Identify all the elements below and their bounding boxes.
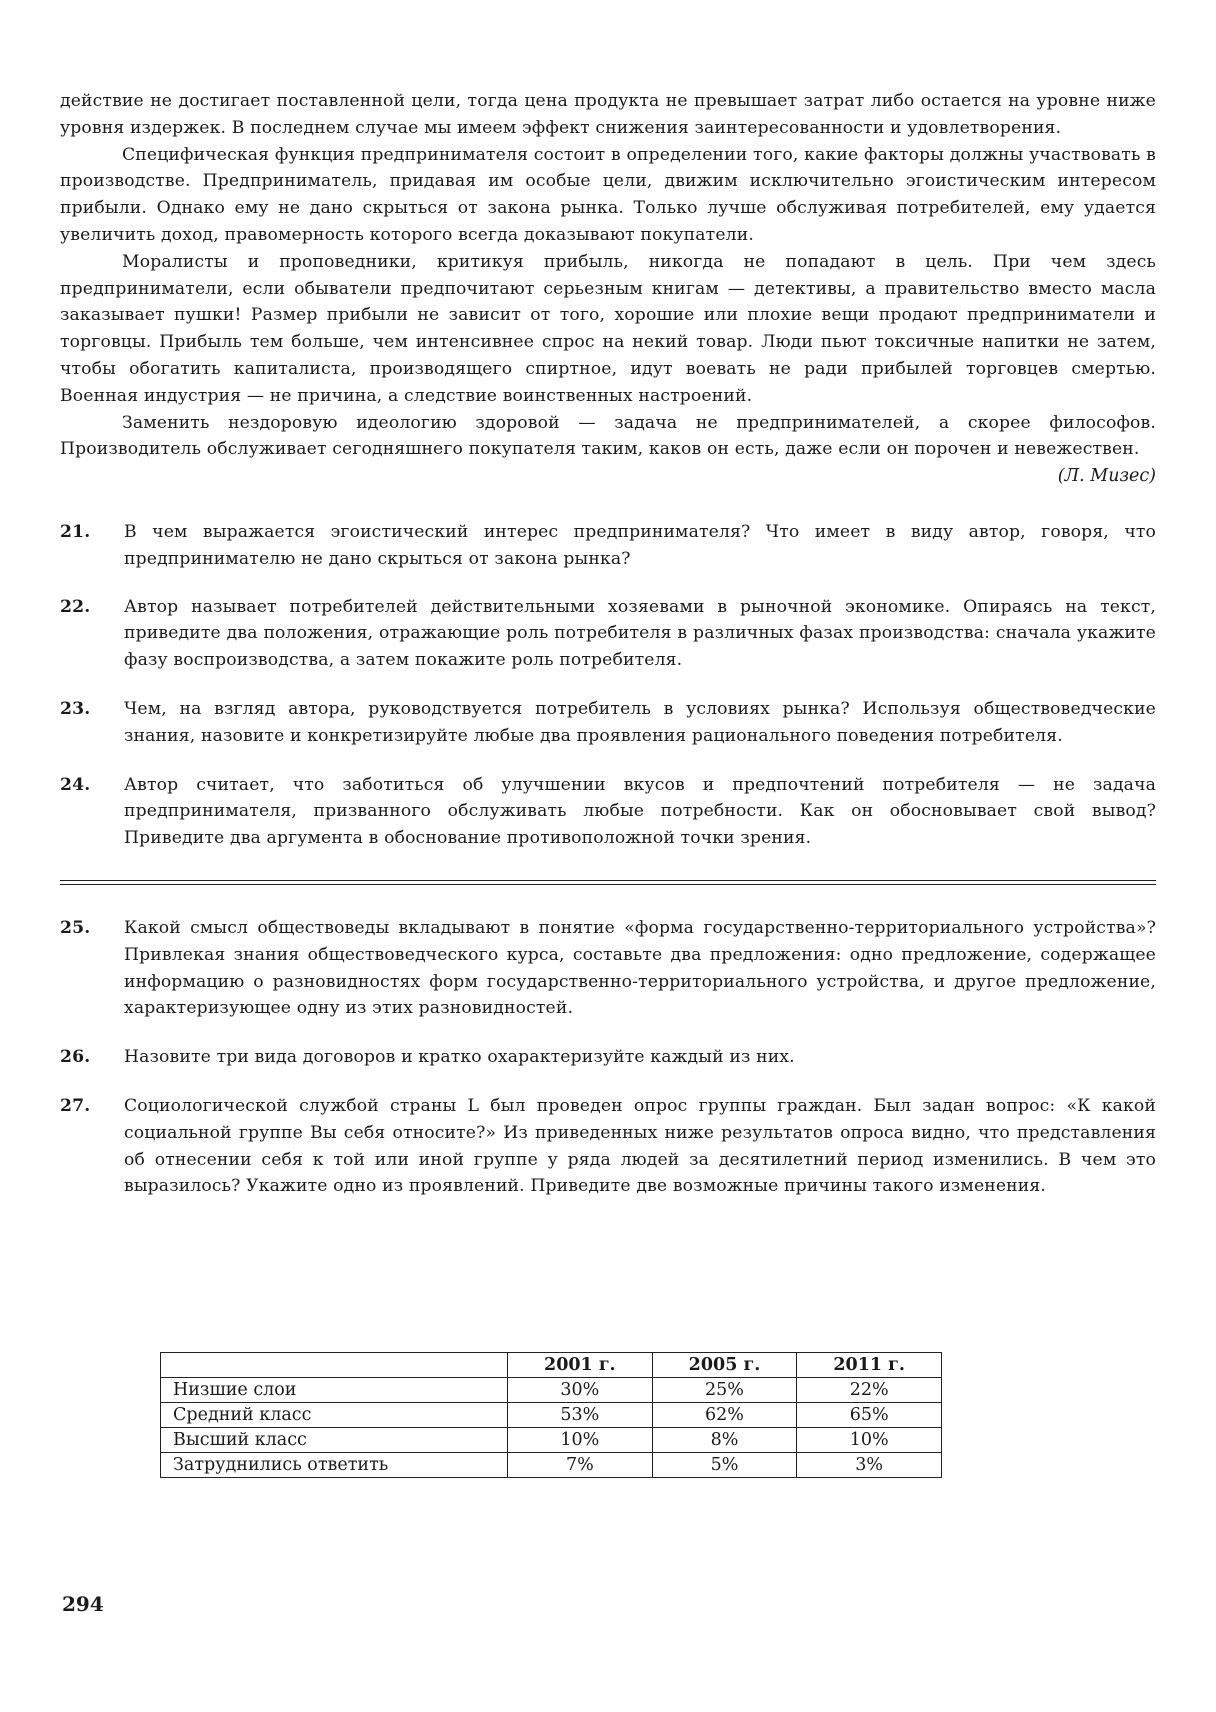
table-header-cell: 2011 г. [797, 1353, 942, 1378]
question-21 [60, 519, 1156, 573]
question-number: 24. [60, 774, 91, 795]
question-number: 27. [60, 1095, 91, 1116]
table-row [161, 1428, 942, 1453]
table-row [161, 1378, 942, 1403]
table-header-row [161, 1353, 942, 1378]
text-paragraph-4: Заменить нездоровую идеологию здоровой — задача не предпринимателей, а скорее философов. Производитель обслуживает сегодняшнего покупателя таким, каков он есть, даже если он порочен и невежествен. [60, 412, 1156, 460]
table-row-label: Низшие слои [161, 1378, 508, 1403]
question-25 [60, 915, 1156, 1022]
question-23 [60, 696, 1156, 750]
question-number: 25. [60, 917, 91, 938]
table-row [161, 1453, 942, 1478]
table-row-label: Высший класс [161, 1428, 508, 1453]
question-22 [60, 594, 1156, 674]
source-attribution: (Л. Мизес) [1057, 466, 1156, 487]
table-cell: 22% [797, 1378, 942, 1403]
table-header-cell: 2005 г. [652, 1353, 797, 1378]
page-number: 294 [62, 1592, 104, 1616]
table-cell: 5% [652, 1453, 797, 1478]
table-cell: 62% [652, 1403, 797, 1428]
survey-table [160, 1352, 942, 1478]
table-cell: 53% [508, 1403, 653, 1428]
question-text: Автор называет потребителей действительными хозяевами в рыночной экономике. Опираясь на текст, приведите два положения, отражающие роль потребителя в различных фазах производства: сначала укажите фазу воспроизводства, а затем покажите роль потребителя. [124, 596, 1156, 671]
table-row-label: Средний класс [161, 1403, 508, 1428]
table-cell: 8% [652, 1428, 797, 1453]
table-cell: 7% [508, 1453, 653, 1478]
question-text: В чем выражается эгоистический интерес предпринимателя? Что имеет в виду автор, говоря, что предпринимателю не дано скрыться от закона рынка? [124, 521, 1156, 569]
table-cell: 10% [797, 1428, 942, 1453]
question-number: 21. [60, 521, 91, 542]
question-number: 23. [60, 698, 91, 719]
question-text: Назовите три вида договоров и кратко охарактеризуйте каждый из них. [124, 1047, 795, 1068]
table-cell: 30% [508, 1378, 653, 1403]
text-paragraph-3: Моралисты и проповедники, критикуя прибыль, никогда не попадают в цель. При чем здесь предприниматели, если обыватели предпочитают серьезным книгам — детективы, а правительство вместо масла заказывает пушки! Размер прибыли не зависит от того, хорошие или плохие вещи продают предприниматели и торговцы. Прибыль тем больше, чем интенсивнее спрос на некий товар. Люди пьют токсичные напитки не затем, чтобы обогатить капиталиста, производящего спиртное, идут воевать не ради прибылей торговцев смертью. Военная индустрия — не причина, а следствие воинственных настроений. [60, 251, 1156, 406]
table-cell: 10% [508, 1428, 653, 1453]
table-row [161, 1403, 942, 1428]
table-cell: 65% [797, 1403, 942, 1428]
question-number: 26. [60, 1047, 91, 1068]
question-26 [60, 1044, 1156, 1071]
question-text: Чем, на взгляд автора, руководствуется потребитель в условиях рынка? Используя обществоведческие знания, назовите и конкретизируйте любые два проявления рационального поведения потребителя. [124, 698, 1156, 746]
text-paragraph-1: действие не достигает поставленной цели, тогда цена продукта не превышает затрат либо остается на уровне ниже уровня издержек. В последнем случае мы имеем эффект снижения заинтересованности и удовлетворения. [60, 91, 1156, 138]
table-cell: 3% [797, 1453, 942, 1478]
table-header-cell [161, 1353, 508, 1378]
question-text: Автор считает, что заботиться об улучшении вкусов и предпочтений потребителя — не задача предпринимателя, призванного обслуживать любые потребности. Как он обосновывает свой вывод? Приведите два аргумента в обоснование противоположной точки зрения. [124, 774, 1156, 849]
question-number: 22. [60, 596, 91, 617]
page-content [60, 88, 1156, 1200]
question-27 [60, 1093, 1156, 1200]
table-row-label: Затруднились ответить [161, 1453, 508, 1478]
question-24 [60, 772, 1156, 852]
text-paragraph-2: Специфическая функция предпринимателя состоит в определении того, какие факторы должны участвовать в производстве. Предприниматель, придавая им особые цели, движим исключительно эгоистическим интересом прибыли. Однако ему не дано скрыться от закона рынка. Только лучше обслуживая потребителей, ему удается увеличить доход, правомерность которого всегда доказывают покупатели. [60, 144, 1156, 245]
table-header-cell: 2001 г. [508, 1353, 653, 1378]
table-cell: 25% [652, 1378, 797, 1403]
question-text: Какой смысл обществоведы вкладывают в понятие «форма государственно-территориального устройства»? Привлекая знания обществоведческого курса, составьте два предложения: одно предложение, содержащее информацию о разновидностях форм государственно-территориального устройства, и другое предложение, характеризующее одну из этих разновидностей. [124, 917, 1156, 1019]
question-text: Социологической службой страны L был проведен опрос группы граждан. Был задан вопрос: «К какой социальной группе Вы себя относите?» Из приведенных ниже результатов опроса видно, что представления об отнесении себя к той или иной группе у ряда людей за десятилетний период изменились. В чем это выразилось? Укажите одно из проявлений. Приведите две возможные причины такого изменения. [124, 1095, 1156, 1197]
